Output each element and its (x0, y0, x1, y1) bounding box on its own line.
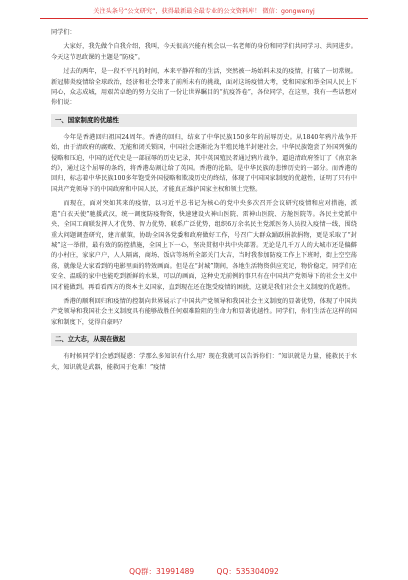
section-1-paragraph-3: 香港的顺利回归和疫情的控制向世界展示了中国共产党领导和我国社会主义制度的显著优势，体现了中国共产党领导和我国社会主义制度具有能够战胜任何艰难险阻的生命力和显著优越性。同学们，你们生活在这样的国家和制度下，觉得自豪吗？ (51, 297, 357, 326)
section-1-heading: 一、国家制度的优越性 (55, 115, 119, 124)
footer-contact (0, 566, 408, 577)
header-divider (40, 18, 368, 19)
intro-paragraph: 大家好，我先做个自我介绍，我叫，今天很高兴能有机会以一名老师的身份和同学们共同学习、共同进步。今天这节思政课的主题是“防疫”。 (51, 43, 357, 61)
qq-group-text: QQ群：31991489 (129, 567, 195, 576)
section-2-heading: 二、立大志，从现在做起 (55, 335, 126, 344)
section-1-heading-block (51, 114, 357, 127)
section-2-paragraph-1: 有时候同学们会感到疑惑：学那么多知识有什么用？现在我就可以告诉你们：“知识就是力量，能救民于水火，知识就是武器，能救国于危难！”疫情 (51, 353, 357, 371)
section-1-paragraph-2: 而现在，面对突如其来的疫情，以习近平总书记为核心的党中央多次召开会议研究疫情和应对措施，派遣“白衣天使”驰援武汉，统一调度防疫物资，快速建设火神山医院、雷神山医院、方舱医院等。各民主党派中央、全国工商联发挥人才优势、智力优势、联系广泛优势，组织6万余名民主党派医务人员投入疫情一线，围绕重大问题调查研究，建言献策，协助全国各党委和政府做好工作，号召广大群众踊跃捐款捐物，更是采取了“封城”这一举措，最有效的防控措施，全国上下一心，坚决贯彻中共中央部署。无论是几千万人的大城市还是偏僻的小村庄，家家户户，人人隔离，商场、饭店等场所全部关门大吉，当时我参加防疫工作上下班时，街上空空荡荡，就像是大家看到的电影里面的特效画面。但是在“封城”期间，各地生活物资供应充足，物价稳定，同学们在安全、温暖的家中也能吃到新鲜的水果，可以的画面，这种史无前例的事只有在中国共产党领导下的社会主义中国才能做到。再看看西方的资本主义国家，直到现在还在饱受疫情的困扰，这就是我们社会主义制度的优越性。 (51, 200, 357, 291)
section-2-heading-block (51, 333, 357, 346)
document-body (51, 24, 357, 373)
section-1-paragraph-1: 今年是香港回归祖国24周年。香港的回归，结束了中华民族150多年的屈辱历史。从1840年鸦片战争开始，由于清政府的腐败、无能和闭关锁国，中国社会逐渐沦为半殖民地半封建社会，中华民族饱尝了外国列强的侵略和压迫，中国的近代史是一部屈辱的历史记录，其中英国殖民者通过鸦片战争，逼迫清政府签订了《南京条约》，通过这个屈辱的条约，将香港岛割让给了英国。香港的沦陷，是中华民族的悲惨历史的一部分。而香港的回归，标志着中华民族100多年饱受外国侵略和欺凌历史的终结，体现了中国国家制度的优越性，证明了只有中国共产党领导下的中国政府和中国人民，才能真正维护国家主权和领土完整。 (51, 133, 357, 193)
header-banner: 关注头条号“公文研究”，获得最新最全最专业的公文资料库！ 微信：gongwenyj (93, 8, 315, 15)
greeting: 同学们： (51, 29, 76, 36)
qq-number-text: QQ：535304092 (216, 567, 279, 576)
paragraph-2: 过去的两年，是一段不平凡的时间，本来平静祥和的生活，突然被一场始料未及的疫情，打破了一切常规。新冠肺炎疫情给全球政治，经济和社会带来了前所未有的挑战，面对这场疫情大考，党和国家和举全国人民上下同心，众志成城，用艰苦卓绝的努力交出了一份让世界瞩目的“抗疫答卷”，各位同学，在这里，我有一些话想对你们说： (51, 68, 357, 107)
